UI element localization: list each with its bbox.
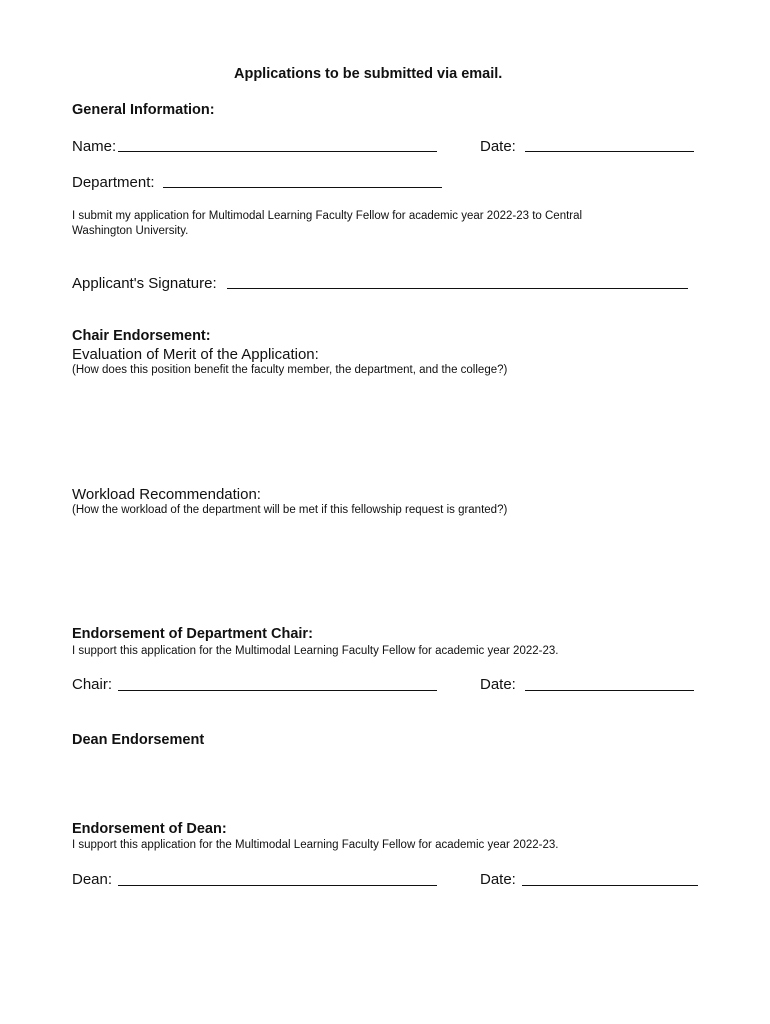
merit-evaluation-hint: (How does this position benefit the faculty member, the department, and the college?): [72, 364, 508, 376]
name-field-line[interactable]: [118, 151, 437, 152]
merit-evaluation-label: Evaluation of Merit of the Application:: [72, 346, 319, 363]
chair-label: Chair:: [72, 676, 113, 693]
chair-date-label: Date:: [480, 676, 516, 693]
chair-endorsement-heading: Chair Endorsement:: [72, 328, 211, 344]
department-chair-endorsement-heading: Endorsement of Department Chair:: [72, 626, 313, 642]
department-field-line[interactable]: [163, 187, 442, 188]
endorsement-of-dean-heading: Endorsement of Dean:: [72, 821, 227, 837]
page-title: Applications to be submitted via email.: [234, 66, 503, 82]
date-label: Date:: [480, 138, 516, 155]
date-field-line[interactable]: [525, 151, 694, 152]
department-chair-support-statement: I support this application for the Multimodal Learning Faculty Fellow for academic year 2022-23.: [72, 645, 559, 657]
dean-date-line[interactable]: [522, 885, 698, 886]
general-information-heading: General Information:: [72, 102, 215, 118]
submission-statement-line-2: Washington University.: [72, 225, 189, 237]
workload-recommendation-label: Workload Recommendation:: [72, 486, 261, 503]
dean-signature-line[interactable]: [118, 885, 437, 886]
department-label: Department:: [72, 174, 155, 191]
dean-endorsement-heading: Dean Endorsement: [72, 732, 205, 748]
workload-recommendation-hint: (How the workload of the department will be met if this fellowship request is granted?): [72, 504, 508, 516]
chair-signature-line[interactable]: [118, 690, 437, 691]
dean-support-statement: I support this application for the Multimodal Learning Faculty Fellow for academic year 2022-23.: [72, 839, 559, 851]
signature-field-line[interactable]: [227, 288, 688, 289]
submission-statement-line-1: I submit my application for Multimodal Learning Faculty Fellow for academic year 2022-23 to Central: [72, 210, 583, 222]
signature-label: Applicant's Signature:: [72, 275, 217, 292]
dean-label: Dean:: [72, 871, 113, 888]
name-label: Name:: [72, 138, 117, 155]
chair-date-line[interactable]: [525, 690, 694, 691]
dean-date-label: Date:: [480, 871, 516, 888]
